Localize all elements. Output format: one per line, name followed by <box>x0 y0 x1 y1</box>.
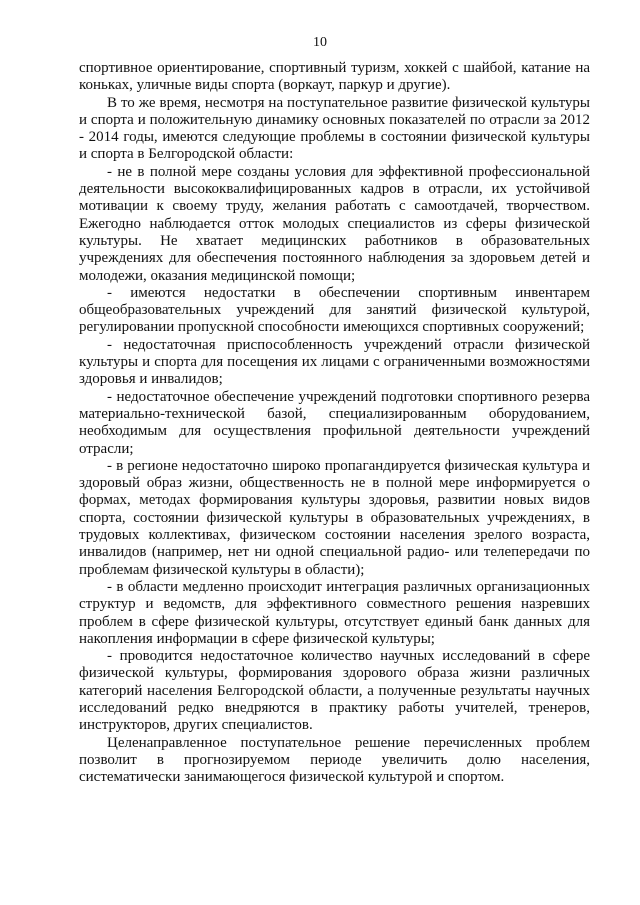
paragraph-problem-equipment: - имеются недостатки в обеспечении спортивным инвентарем общеобразовательных учреждений для занятий физической культурой, регулировании пропускной способности имеющихся спортивных сооружений; <box>79 284 590 336</box>
paragraph-problems-intro: В то же время, несмотря на поступательное развитие физической культуры и спорта и положительную динамику основных показателей по отрасли за 2012 - 2014 годы, имеются следующие проблемы в состоянии физической культуры и спорта в Белгородской области: <box>79 94 590 163</box>
paragraph-problem-promotion: - в регионе недостаточно широко пропагандируется физическая культура и здоровый образ жизни, общественность не в полной мере информируется о формах, методах формирования культуры здоровья, развитии новых видов спорта, состоянии физической культуры в образовательных учреждениях, в трудовых коллективах, физическом состоянии населения зрелого возраста, инвалидов (например, нет ни одной специальной радио- или телепередачи по проблемам физической культуры в области); <box>79 457 590 578</box>
page-number: 10 <box>313 35 327 50</box>
paragraph-problem-research: - проводится недостаточное количество научных исследований в сфере физической культуры, формирования здорового образа жизни различных категорий населения Белгородской области, а полученные результаты научных исследований редко внедряются в практику работы учителей, тренеров, инструкторов, других специалистов. <box>79 648 590 734</box>
paragraph-problem-reserve-training: - недостаточное обеспечение учреждений подготовки спортивного резерва материально-технической базой, специализированным оборудованием, необходимым для осуществления профильной деятельности учреждений отрасли; <box>79 388 590 457</box>
paragraph-problem-accessibility: - недостаточная приспособленность учреждений отрасли физической культуры и спорта для посещения их лицами с ограниченными возможностями здоровья и инвалидов; <box>79 336 590 388</box>
paragraph-problem-integration: - в области медленно происходит интеграция различных организационных структур и ведомств, для эффективного совместного решения назревших проблем в сфере физической культуры, отсутствует единый банк данных для накопления информации в сфере физической культуры; <box>79 578 590 647</box>
paragraph-sports-list-continuation: спортивное ориентирование, спортивный туризм, хоккей с шайбой, катание на коньках, уличные виды спорта (воркаут, паркур и другие). <box>79 60 590 94</box>
document-body <box>79 60 590 786</box>
paragraph-conclusion: Целенаправленное поступательное решение перечисленных проблем позволит в прогнозируемом периоде увеличить долю населения, систематически занимающегося физической культурой и спортом. <box>79 734 590 786</box>
paragraph-problem-staff: - не в полной мере созданы условия для эффективной профессиональной деятельности высококвалифицированных кадров в отрасли, их устойчивой мотивации к своему труду, желания работать с самоотдачей, творчеством. Ежегодно наблюдается отток молодых специалистов из сферы физической культуры. Не хватает медицинских работников в образовательных учреждениях для обеспечения постоянного наблюдения за здоровьем детей и молодежи, оказания медицинской помощи; <box>79 163 590 284</box>
